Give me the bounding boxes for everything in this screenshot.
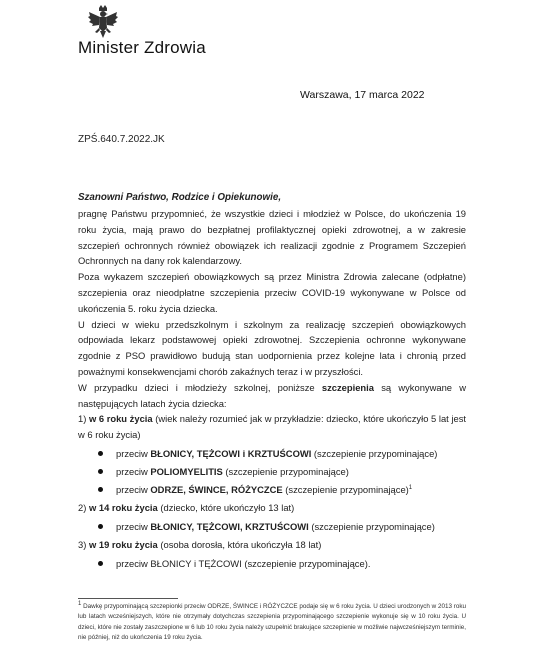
age-14-prefix: 2)	[78, 501, 89, 513]
footnote-marker: 1	[78, 600, 82, 607]
paragraph-recommended-vaccinations: Poza wykazem szczepień obowiązkowych są przez Ministra Zdrowia zalecane (odpłatne) szczepienia oraz nieodpłatne szczepienia przeciw COVID-19 wykonywane w Polsce od ukończenia 5. roku życia dziecka.	[78, 271, 466, 314]
list-item	[98, 464, 466, 479]
age-14-description: (dziecko, które ukończyło 13 lat)	[157, 501, 295, 513]
schedule-intro-start: W przypadku dzieci i młodzieży szkolnej, poniższe	[78, 381, 322, 393]
bullet-icon	[98, 469, 103, 474]
letter-body	[78, 190, 466, 574]
age-6-description: (wiek należy rozumieć jak w przykładzie: dziecko, które ukończyło 5 lat jest w 6 roku życia)	[78, 413, 466, 441]
institution-name: Minister Zdrowia	[78, 38, 206, 57]
age-19-description: (osoba dorosła, która ukończyła 18 lat)	[157, 538, 322, 550]
age-6-label: w 6 roku życia	[88, 413, 153, 425]
vaccine-name: BŁONICY, TĘŻCOWI i KRZTUŚCOWI	[150, 447, 312, 459]
footnote-text: Dawkę przypominającą szczepionki przeciw ODRZE, ŚWINCE i RÓŻYCZCE podaje się w 6 roku życia. U dzieci urodzonych w 2013 roku lub latach wcześniejszych, które nie otrzymały dotychczas szczepienia przypominającego szczepienie wykonuje się w 10 roku życia. U dzieci, które nie zostały zaszczepione w 6 lub 10 roku życia należy uzupełnić brakujące szczepienie w możliwie najwcześniejszym terminie, nie później, niż do ukończenia 19 roku życia.	[78, 603, 466, 642]
vaccine-type: (szczepienie przypominające)	[311, 447, 438, 459]
age-14-vaccine-list	[78, 519, 466, 534]
paragraph-rights: pragnę Państwu przypomnieć, że wszystkie dzieci i młodzież w Polsce, do ukończenia 19 roku życia, mają prawo do bezpłatnej profilaktycznej opieki zdrowotnej, a w zakresie szczepień ochronnych również obowiązek ich realizacji zgodnie z Programem Szczepień Ochronnych na dany rok kalendarzowy.	[78, 208, 466, 267]
age-19-prefix: 3)	[78, 538, 89, 550]
age-19-label: w 19 roku życia	[88, 538, 158, 550]
paragraph-schedule-intro	[78, 380, 466, 412]
age-19-vaccine-list	[78, 556, 466, 571]
vaccine-type: (szczepienie przypominające)	[308, 520, 435, 532]
bullet-icon	[98, 451, 103, 456]
schedule-intro-end: są wykonywane w następujących latach życia dziecka:	[78, 381, 466, 409]
vaccine-prefix: przeciw BŁONICY i TĘŻCOWI	[116, 557, 242, 569]
footnote-divider	[78, 598, 178, 599]
salutation: Szanowni Państwo, Rodzice i Opiekunowie,	[78, 192, 282, 203]
vaccine-prefix: przeciw	[116, 520, 151, 532]
vaccine-type: (szczepienie przypominające)	[222, 465, 349, 477]
paragraph-responsibility: U dzieci w wieku przedszkolnym i szkolnym za realizację szczepień obowiązkowych odpowiada lekarz podstawowej opieki zdrowotnej. Szczepienia ochronne wykonywane zgodnie z PSO prawidłowo budują stan uodpornienia przez kolejne lata i chronią przed poważnymi konsekwencjami chorób zakaźnych teraz i w przyszłości.	[78, 318, 466, 377]
vaccine-type: (szczepienie przypominające)	[282, 483, 409, 495]
bullet-icon	[98, 524, 103, 529]
schedule-intro-bold: szczepienia	[321, 381, 374, 393]
vaccine-name: ODRZE, ŚWINCE, RÓŻYCZCE	[150, 483, 283, 495]
case-signature: ZPŚ.640.7.2022.JK	[78, 134, 165, 145]
vaccine-prefix: przeciw	[116, 465, 151, 477]
age-group-14	[78, 500, 466, 516]
vaccine-name: POLIOMYELITIS	[150, 465, 223, 477]
list-item	[98, 482, 466, 497]
list-item	[98, 446, 466, 461]
bullet-icon	[98, 561, 103, 566]
footnote	[78, 602, 466, 644]
letter-date: Warszawa, 17 marca 2022	[300, 89, 425, 101]
list-item	[98, 556, 466, 571]
bullet-icon	[98, 487, 103, 492]
vaccine-type: (szczepienie przypominające).	[241, 557, 371, 569]
age-6-vaccine-list	[78, 446, 466, 497]
age-group-19	[78, 537, 466, 553]
age-14-label: w 14 roku życia	[88, 501, 158, 513]
footnote-reference[interactable]: 1	[408, 484, 413, 491]
list-item	[98, 519, 466, 534]
vaccine-prefix: przeciw	[116, 483, 151, 495]
age-group-6	[78, 411, 466, 443]
polish-eagle-icon	[86, 4, 120, 40]
vaccine-prefix: przeciw	[116, 447, 151, 459]
vaccine-name: BŁONICY, TĘŻCOWI, KRZTUŚCOWI	[150, 520, 309, 532]
age-6-prefix: 1)	[78, 413, 89, 425]
